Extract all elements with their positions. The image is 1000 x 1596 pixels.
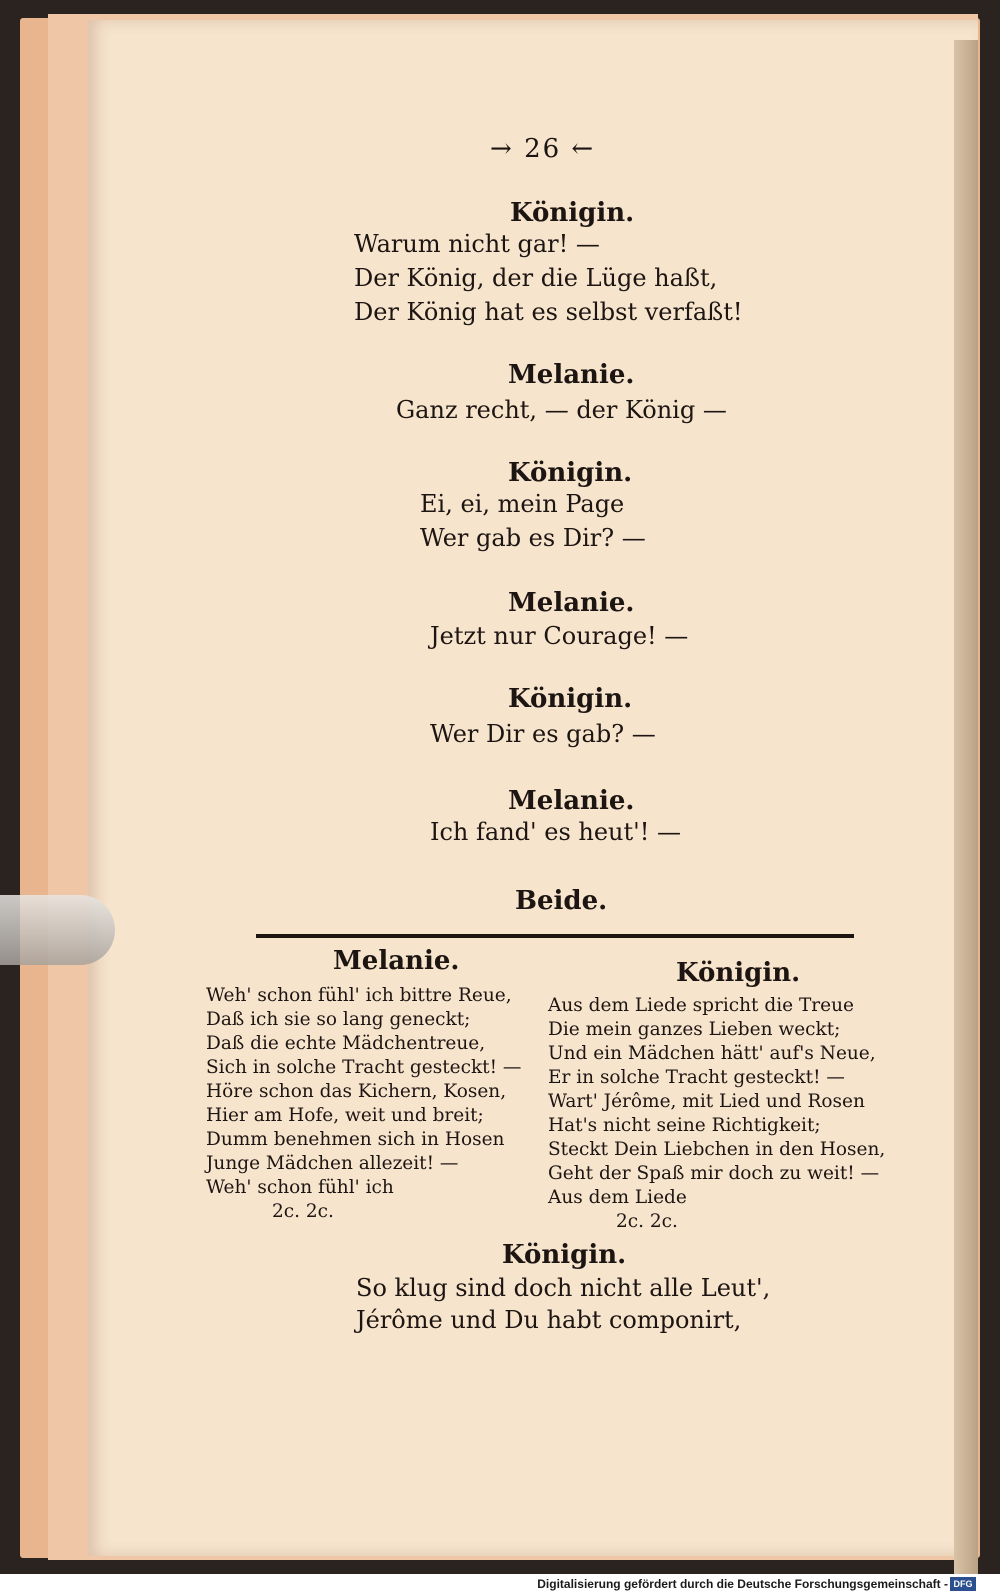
verse-line: Die mein ganzes Lieben weckt; [548,1019,841,1040]
thumb-overlay [0,895,115,965]
page-marker-right: ← [571,134,596,164]
verse-line: Wart' Jérôme, mit Lied und Rosen [548,1091,865,1112]
verse-line: Hier am Hofe, weit und breit; [206,1105,484,1126]
speaker-heading: Königin. [502,1240,627,1270]
verse-line: Geht der Spaß mir doch zu weit! — [548,1163,880,1184]
verse-line: Hat's nicht seine Richtigkeit; [548,1115,821,1136]
verse-line: Höre schon das Kichern, Kosen, [206,1081,507,1102]
verse-line: Weh' schon fühl' ich bittre Reue, [206,985,512,1006]
verse-line: So klug sind doch nicht alle Leut', [356,1274,771,1302]
speaker-heading: Königin. [508,684,633,714]
verse-line: Junge Mädchen allezeit! — [206,1153,459,1174]
column-speaker-right: Königin. [676,958,801,988]
speaker-heading: Beide. [515,886,608,916]
verse-line: Ganz recht, — der König — [396,396,727,424]
verse-line: Der König hat es selbst verfaßt! [354,298,743,326]
footer-credit: Digitalisierung gefördert durch die Deutsche Forschungsgemeinschaft - [537,1577,948,1591]
page-marker-left: → [490,134,514,164]
left-column [206,984,521,1224]
verse-line: Er in solche Tracht gesteckt! — [548,1067,845,1088]
etc-mark: 2c. 2c. [272,1201,334,1222]
speaker-heading: Melanie. [508,360,635,390]
etc-mark: 2c. 2c. [616,1211,678,1232]
right-column [548,994,885,1234]
divider-rule [256,934,854,938]
verse-line: Warum nicht gar! — [354,230,600,258]
column-speaker-left: Melanie. [333,946,460,976]
verse-line: Weh' schon fühl' ich [206,1177,394,1198]
verse-line: Steckt Dein Liebchen in den Hosen, [548,1139,886,1160]
verse-line: Und ein Mädchen hätt' auf's Neue, [548,1043,876,1064]
dfg-logo: DFG [950,1577,976,1591]
verse-line: Ich fand' es heut'! — [430,818,682,846]
verse-line: Dumm benehmen sich in Hosen [206,1129,505,1150]
page-number [490,134,595,164]
verse-line: Jérôme und Du habt componirt, [356,1306,742,1334]
speaker-heading: Königin. [510,198,635,228]
speaker-heading: Melanie. [508,786,635,816]
verse-line: Sich in solche Tracht gesteckt! — [206,1057,522,1078]
verse-line: Ei, ei, mein Page [420,490,625,518]
verse-line: Der König, der die Lüge haßt, [354,264,718,292]
verse-line: Aus dem Liede [548,1187,687,1208]
verse-line: Daß ich sie so lang geneckt; [206,1009,471,1030]
page-number-value: 26 [524,134,562,164]
page-right-edge [954,40,978,1576]
verse-line: Wer gab es Dir? — [420,524,646,552]
verse-line: Aus dem Liede spricht die Treue [548,995,854,1016]
speaker-heading: Königin. [508,458,633,488]
verse-line: Wer Dir es gab? — [430,720,656,748]
verse-line: Jetzt nur Courage! — [430,622,689,650]
verse-line: Daß die echte Mädchentreue, [206,1033,486,1054]
speaker-heading: Melanie. [508,588,635,618]
